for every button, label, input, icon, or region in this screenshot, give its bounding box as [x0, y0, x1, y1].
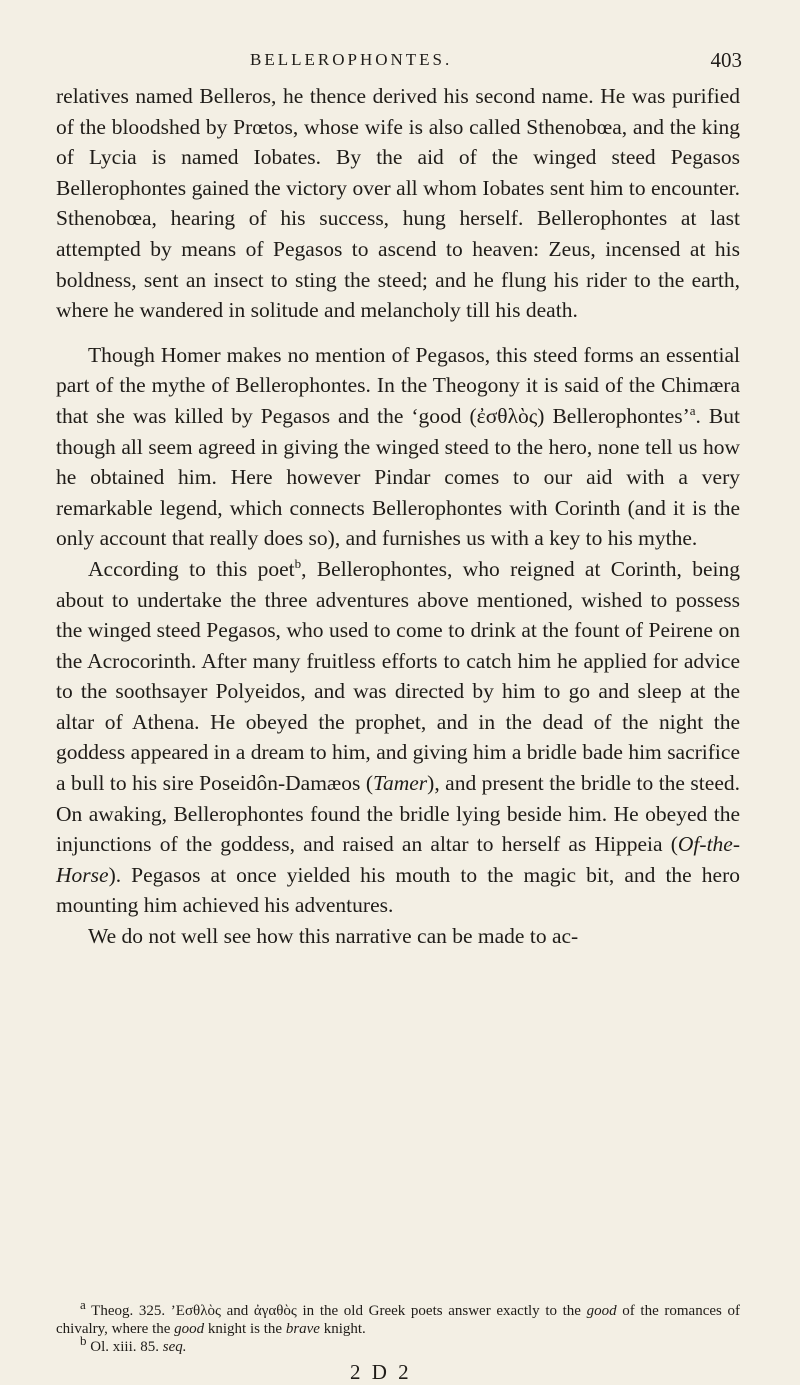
italic-of-the-horse: Of-the-Horse — [56, 832, 740, 887]
footnote-a-mark: a — [80, 1297, 86, 1312]
paragraph-3 — [56, 554, 740, 921]
footnote-ref-a: a — [689, 402, 696, 418]
footnote-a — [56, 1297, 740, 1338]
footnote-a-brave: brave — [285, 1321, 320, 1337]
signature-mark: 2 D 2 — [350, 1360, 412, 1384]
paragraph-3-text-a: According to this poet — [88, 556, 295, 581]
footnote-b-text: Ol. xiii. 85. — [90, 1339, 163, 1355]
page-header — [0, 50, 800, 80]
paragraph-3-text-c: ), and present the bridle to the steed. On awaking, Bellerophontes found the bridle lying beside him. He obeyed the injunctions of the goddess, and raised an altar to herself as Hippeia ( — [56, 771, 740, 857]
footnote-a-good-2: good — [174, 1321, 205, 1337]
paragraph-2 — [56, 340, 740, 554]
paragraph-3-text-b: , Bellerophontes, who reigned at Corinth, being about to undertake the three adventures above mentioned, wished to possess the winged steed Pegasos, who used to come to drink at the fount of Peirene on the Acrocorinth. After many fruitless efforts to catch him he applied for advice to the soothsayer Polyeidos, and was directed by him to go and sleep at the altar of Athena. He obeyed the prophet, and in the dead of the night the goddess appeared in a dream to him, and giving him a bridle bade him sacrifice a bull to his sire Poseidôn-Damæos ( — [56, 556, 740, 796]
paragraph-2-text-b: . But though all seem agreed in giving the winged steed to the hero, none tell us how he obtained him. Here however Pindar comes to our aid with a very remarkable legend, which connects Bellerophontes with Corinth (and it is the only account that really does so), and furnishes us with a key to his mythe. — [56, 403, 740, 551]
running-head: BELLEROPHONTES. — [250, 50, 453, 69]
footnote-b-seq: seq. — [162, 1339, 187, 1355]
page-number: 403 — [710, 48, 742, 72]
paragraph-3-text-d: ). Pegasos at once yielded his mouth to the magic bit, and the hero mounting him achieved his adventures. — [56, 862, 740, 918]
body-text — [56, 81, 740, 952]
paragraph-1: relatives named Belleros, he thence derived his second name. He was purified of the bloodshed by Prœtos, whose wife is also called Sthenobœa, and the king of Lycia is named Iobates. By the aid of the winged steed Pegasos Bellerophontes gained the victory over all whom Iobates sent him to encounter. Sthenobœa, hearing of his success, hung herself. Bellerophontes at last attempted by means of Pegasos to ascend to heaven: Zeus, incensed at his boldness, sent an insect to sting the steed; and he flung his rider to the earth, where he wandered in solitude and melancholy till his death. — [56, 84, 740, 323]
italic-tamer: Tamer — [373, 771, 428, 796]
footnote-a-text-1: Theog. 325. ’Εσθλὸς and ἀγαθὸς in the old Greek poets answer exactly to the — [91, 1303, 587, 1319]
footnote-b-mark: b — [80, 1333, 87, 1348]
footnote-b — [56, 1333, 740, 1356]
paragraph-2-text-a: Though Homer makes no mention of Pegasos, this steed forms an essential part of the mythe of Bellerophontes. In the Theogony it is said of the Chimæra that she was killed by Pegasos and the ‘good (ἐσθλὸς) Bellerophontes’ — [56, 342, 740, 428]
footnote-ref-b: b — [294, 555, 302, 571]
paragraph-4: We do not well see how this narrative can be made to ac- — [88, 924, 579, 949]
footnote-a-text-4: knight. — [319, 1321, 366, 1337]
footnote-a-text-3: knight is the — [204, 1321, 286, 1337]
footnote-a-good: good — [586, 1303, 617, 1319]
footnote-a-text-2: of the romances of chivalry, where the — [56, 1303, 740, 1337]
footnotes — [56, 1297, 740, 1356]
